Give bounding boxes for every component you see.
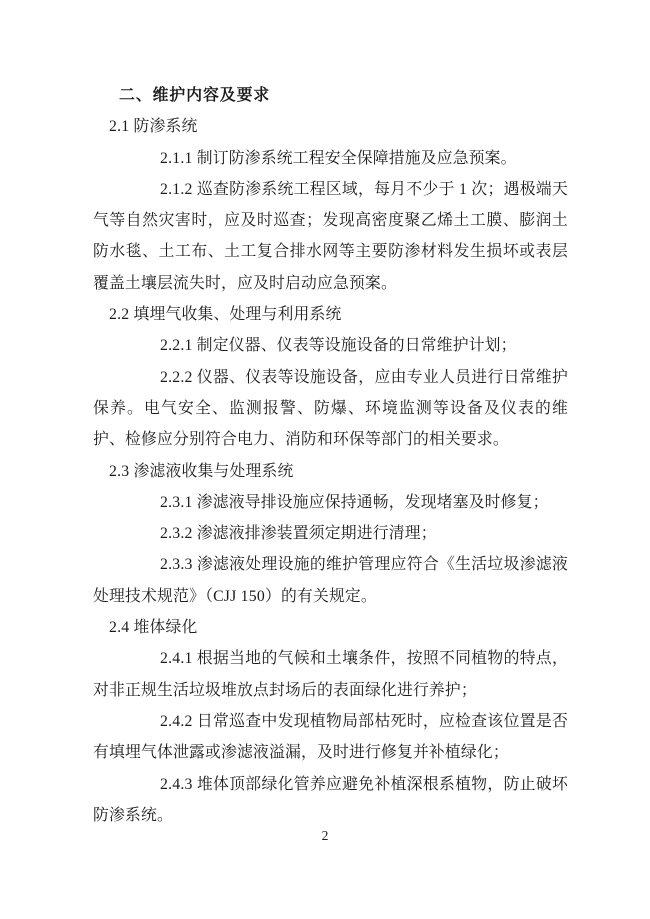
page-number: 2 (321, 828, 329, 843)
section-title: 2.4 堆体绿化 (109, 619, 198, 637)
clause-text: 2.4.3 堆体顶部绿化管养应避免补植深根系植物，防止破坏防渗系统。 (93, 775, 568, 824)
clause-text: 2.3.3 渗滤液处理设施的维护管理应符合《生活垃圾渗滤液处理技术规范》（CJJ 150）的有关规定。 (93, 556, 568, 605)
clause-text: 2.2.2 仪器、仪表等设施设备，应由专业人员进行日常维护保养。电气安全、监测报警、防爆、环境监测等设备及仪表的维护、检修应分别符合电力、消防和环保等部门的相关要求。 (93, 368, 568, 449)
clause-text: 2.2.1 制定仪器、仪表等设施设备的日常维护计划； (160, 337, 517, 355)
document-body (93, 80, 568, 831)
clause-text: 2.3.2 渗滤液排渗装置须定期进行清理； (160, 525, 437, 543)
clause-text: 2.1.1 制订防渗系统工程安全保障措施及应急预案。 (160, 149, 517, 167)
clause-text: 2.4.1 根据当地的气候和土壤条件，按照不同植物的特点，对非正规生活垃圾堆放点封场后的表面绿化进行养护； (93, 650, 568, 699)
clause-text: 2.3.1 渗滤液导排设施应保持通畅，发现堵塞及时修复； (160, 493, 549, 511)
clause-text: 2.1.2 巡查防渗系统工程区域，每月不少于 1 次；遇极端天气等自然灾害时，应及时巡查；发现高密度聚乙烯土工膜、膨润土防水毯、土工布、土工复合排水网等主要防渗材料发生损坏或表层覆盖土壤层流失时，应及时启动应急预案。 (93, 180, 568, 292)
document-heading: 二、维护内容及要求 (119, 87, 271, 104)
section-title: 2.1 防渗系统 (109, 118, 198, 136)
section-title: 2.3 渗滤液收集与处理系统 (109, 462, 294, 480)
clause-text: 2.4.2 日常巡查中发现植物局部枯死时，应检查该位置是否有填埋气体泄露或渗滤液溢漏，及时进行修复并补植绿化； (93, 712, 568, 762)
section-title: 2.2 填埋气收集、处理与利用系统 (109, 306, 342, 324)
